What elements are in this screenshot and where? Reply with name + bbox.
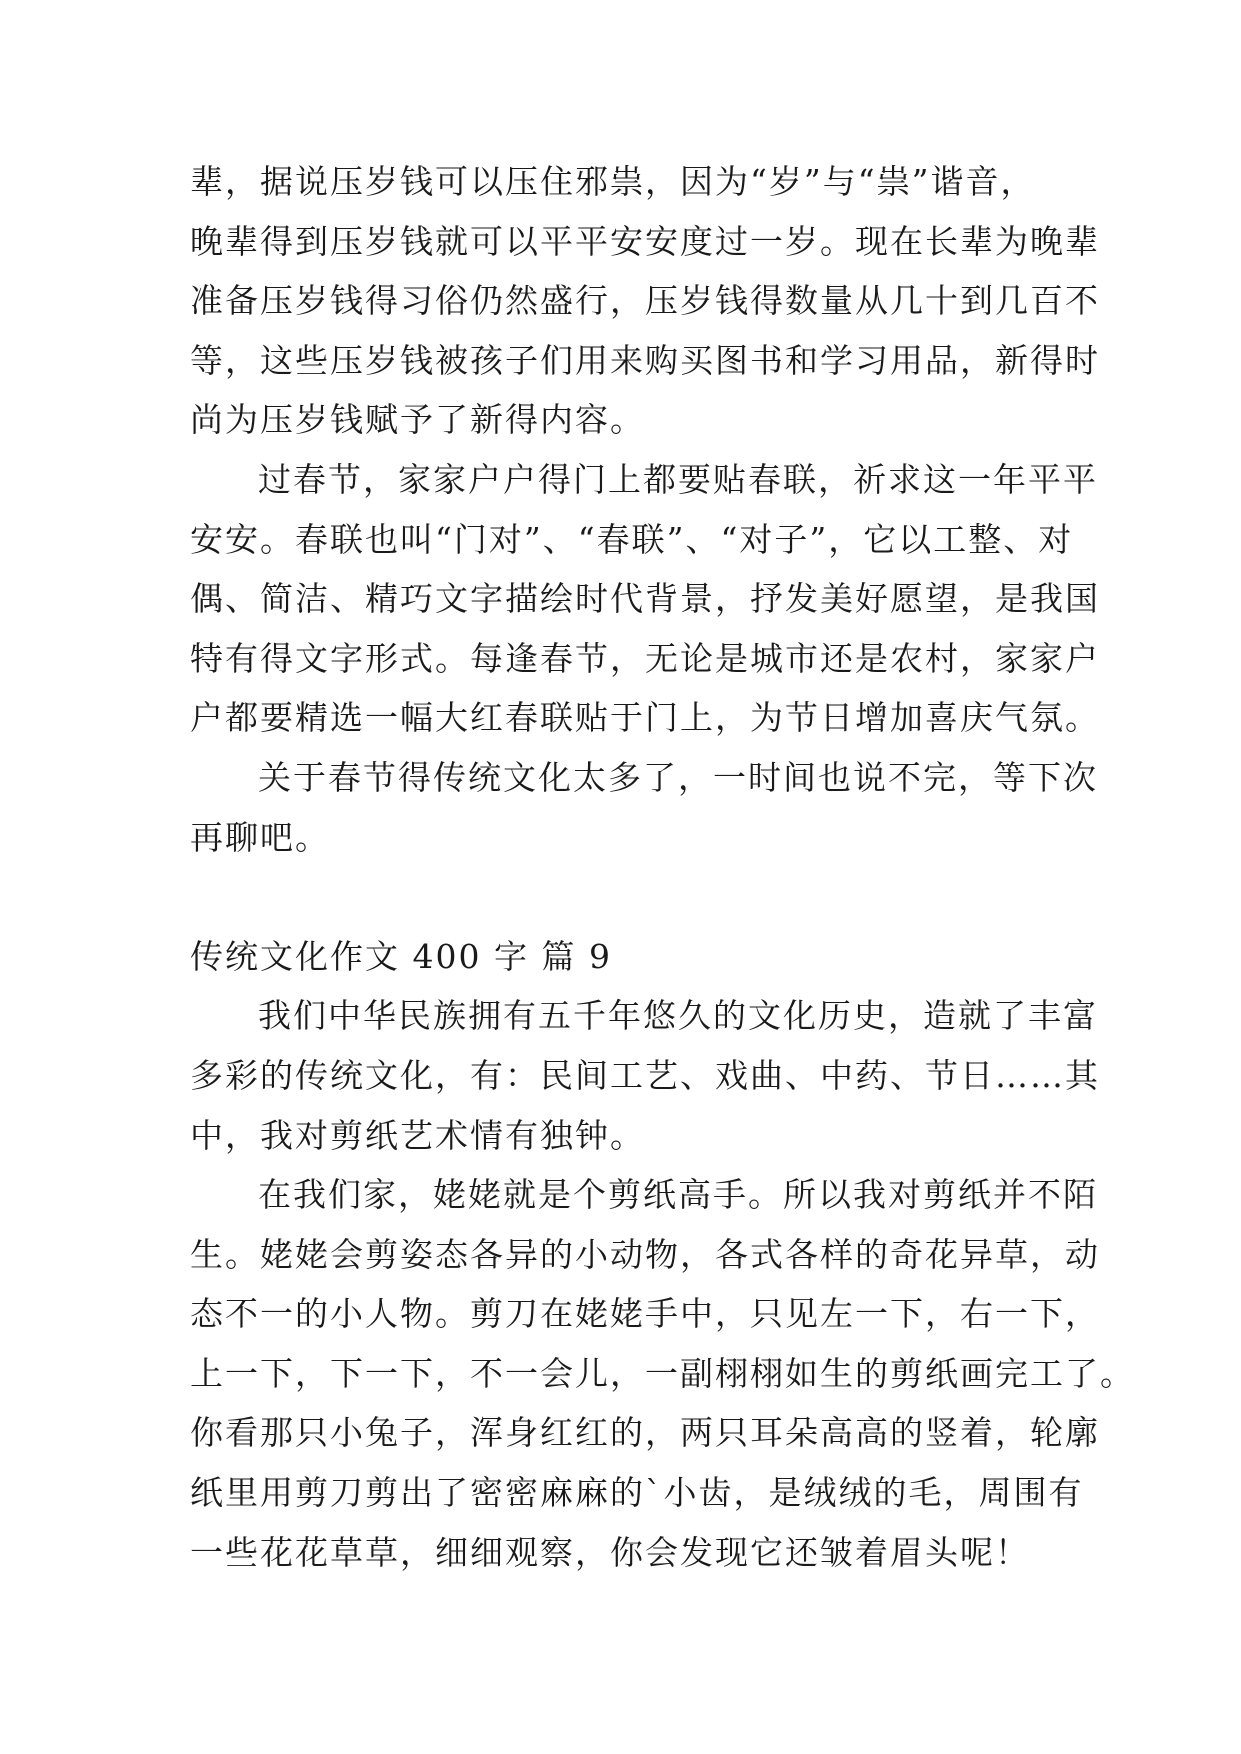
section-spacer bbox=[190, 867, 1060, 927]
text-line: 态不一的小人物。剪刀在姥姥手中，只见左一下，右一下， bbox=[190, 1294, 1100, 1334]
text-line: 纸里用剪刀剪出了密密麻麻的`小齿，是绒绒的毛，周围有 bbox=[190, 1473, 1084, 1513]
text-line: 我们中华民族拥有五千年悠久的文化历史，造就了丰富 bbox=[258, 996, 1098, 1036]
text-line: 上一下，下一下，不一会儿，一副栩栩如生的剪纸画完工了。 bbox=[190, 1353, 1135, 1393]
text-line: 准备压岁钱得习俗仍然盛行，压岁钱得数量从几十到几百不 bbox=[190, 281, 1100, 321]
text-line: 晚辈得到压岁钱就可以平平安安度过一岁。现在长辈为晚辈 bbox=[190, 221, 1100, 261]
text-line: 安安。春联也叫“门对”、“春联”、“对子”，它以工整、对 bbox=[190, 519, 1074, 559]
text-line: 辈，据说压岁钱可以压住邪祟，因为“岁”与“祟”谐音， bbox=[190, 162, 1036, 201]
document-page bbox=[190, 152, 1135, 1582]
text-line: 特有得文字形式。每逢春节，无论是城市还是农村，家家户 bbox=[190, 638, 1100, 678]
text-line: 一些花花草草，细细观察，你会发现它还皱着眉头呢！ bbox=[190, 1532, 1030, 1572]
paragraph-new-year-money bbox=[190, 152, 1100, 450]
text-line: 生。姥姥会剪姿态各异的小动物，各式各样的奇花异草，动 bbox=[190, 1234, 1100, 1274]
text-line: 多彩的传统文化，有：民间工艺、戏曲、中药、节日……其 bbox=[190, 1055, 1100, 1095]
text-line: 再聊吧。 bbox=[190, 817, 330, 857]
paragraph-paper-cutting bbox=[190, 1165, 1135, 1582]
text-line: 中，我对剪纸艺术情有独钟。 bbox=[190, 1115, 645, 1155]
text-line: 在我们家，姥姥就是个剪纸高手。所以我对剪纸并不陌 bbox=[258, 1175, 1098, 1215]
text-line: 关于春节得传统文化太多了，一时间也说不完，等下次 bbox=[258, 757, 1098, 797]
text-line: 偶、简洁、精巧文字描绘时代背景，抒发美好愿望，是我国 bbox=[190, 579, 1100, 619]
section-title: 传统文化作文 400 字 篇 9 bbox=[190, 936, 612, 976]
text-line: 户都要精选一幅大红春联贴于门上，为节日增加喜庆气氛。 bbox=[190, 698, 1100, 738]
paragraph-spring-couplets bbox=[190, 450, 1100, 748]
text-line: 你看那只小兔子，浑身红红的，两只耳朵高高的竖着，轮廓 bbox=[190, 1413, 1100, 1453]
text-line: 等，这些压岁钱被孩子们用来购买图书和学习用品，新得时 bbox=[190, 340, 1100, 380]
paragraph-closing bbox=[190, 748, 1098, 867]
text-line: 尚为压岁钱赋予了新得内容。 bbox=[190, 400, 645, 440]
text-line: 过春节，家家户户得门上都要贴春联，祈求这一年平平 bbox=[258, 459, 1098, 499]
paragraph-chinese-culture bbox=[190, 986, 1100, 1165]
